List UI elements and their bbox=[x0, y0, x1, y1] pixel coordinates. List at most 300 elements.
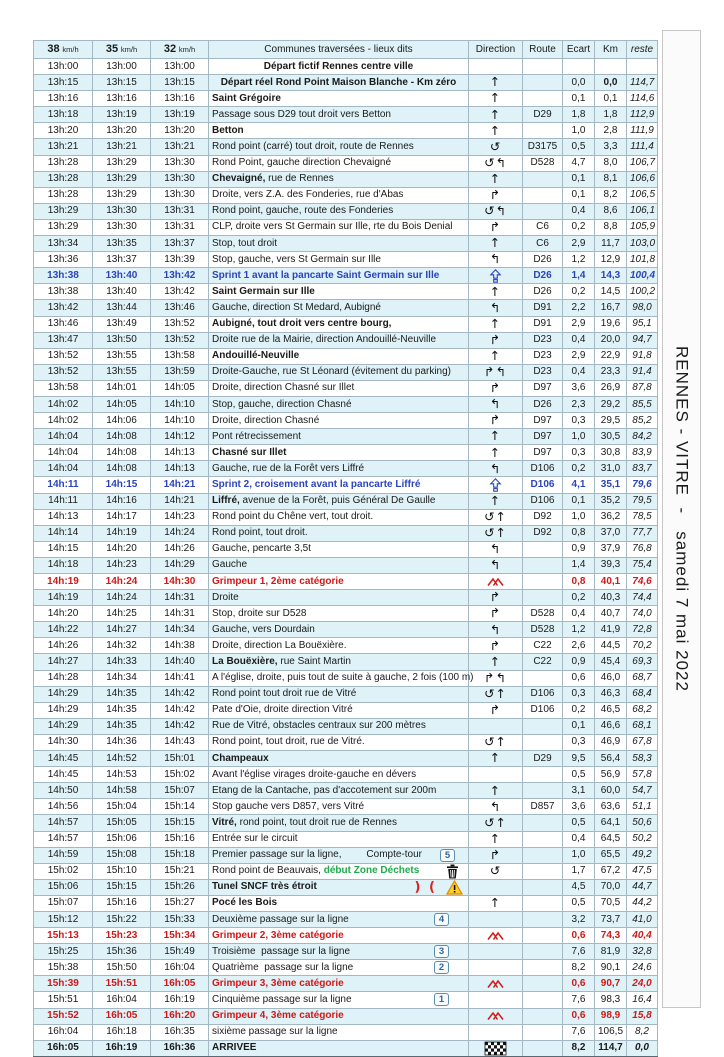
cumulative-km: 90,1 bbox=[595, 960, 627, 976]
description-text: Entrée sur le circuit bbox=[212, 833, 298, 845]
direction-cell bbox=[469, 91, 523, 107]
remaining-km: 74,6 bbox=[627, 574, 658, 590]
place-description bbox=[209, 702, 469, 718]
place-description bbox=[209, 831, 469, 847]
cumulative-km: 8,2 bbox=[595, 187, 627, 203]
remaining-km: 0,0 bbox=[627, 1040, 658, 1056]
cumulative-km: 8,1 bbox=[595, 171, 627, 187]
direction-cell bbox=[469, 960, 523, 976]
route-number: D106 bbox=[523, 702, 563, 718]
gap-km: 0,6 bbox=[563, 976, 595, 992]
description-text: Gauche, vers Dourdain bbox=[212, 623, 315, 635]
time-38kmh: 14h:45 bbox=[34, 751, 93, 767]
gap-km: 0,8 bbox=[563, 574, 595, 590]
place-description bbox=[209, 75, 469, 91]
direction-cell bbox=[469, 59, 523, 75]
description-text: Cinquième passage sur la ligne bbox=[212, 993, 352, 1005]
time-32kmh: 14h:23 bbox=[151, 509, 209, 525]
gap-km: 0,9 bbox=[563, 654, 595, 670]
time-38kmh: 14h:15 bbox=[34, 541, 93, 557]
remaining-km: 74,0 bbox=[627, 606, 658, 622]
time-38kmh: 14h:04 bbox=[34, 461, 93, 477]
table-row bbox=[34, 718, 658, 734]
time-32kmh: 14h:24 bbox=[151, 525, 209, 541]
route-number: C6 bbox=[523, 219, 563, 235]
time-35kmh: 14h:36 bbox=[93, 734, 151, 750]
remaining-km: 87,8 bbox=[627, 380, 658, 396]
time-32kmh: 13h:39 bbox=[151, 252, 209, 268]
description-text: A l'église, droite, puis tout de suite à gauche, 2 fois (100 m) bbox=[212, 672, 474, 684]
time-35kmh: 13h:49 bbox=[93, 316, 151, 332]
turn-left-icon: ↰ bbox=[489, 798, 502, 814]
table-row bbox=[34, 413, 658, 429]
route-number: C6 bbox=[523, 236, 563, 252]
description-text: Droite, direction La Bouëxière. bbox=[212, 639, 347, 651]
time-38kmh: 13h:34 bbox=[34, 236, 93, 252]
place-description bbox=[209, 638, 469, 654]
gap-km: 0,1 bbox=[563, 171, 595, 187]
table-row bbox=[34, 992, 658, 1008]
direction-cell bbox=[469, 783, 523, 799]
place-description bbox=[209, 348, 469, 364]
place-description bbox=[209, 316, 469, 332]
gap-km: 1,2 bbox=[563, 622, 595, 638]
route-number: D528 bbox=[523, 622, 563, 638]
description-text: Droite, direction Chasné sur Illet bbox=[212, 382, 355, 394]
route-number: D29 bbox=[523, 107, 563, 123]
cumulative-km: 1,8 bbox=[595, 107, 627, 123]
description-text: Betton bbox=[212, 124, 244, 136]
time-35kmh: 15h:06 bbox=[93, 831, 151, 847]
time-38kmh: 14h:22 bbox=[34, 622, 93, 638]
straight-icon: ↑ bbox=[489, 170, 502, 186]
place-description bbox=[209, 557, 469, 573]
cumulative-km: 37,9 bbox=[595, 541, 627, 557]
description-text: sixième passage sur la ligne bbox=[212, 1026, 338, 1038]
direction-cell bbox=[469, 509, 523, 525]
description-text: Grimpeur 3, 3ème catégorie bbox=[212, 977, 344, 989]
route-number: C22 bbox=[523, 638, 563, 654]
gap-km: 4,7 bbox=[563, 155, 595, 171]
table-row bbox=[34, 364, 658, 380]
cumulative-km: 41,9 bbox=[595, 622, 627, 638]
cumulative-km: 8,0 bbox=[595, 155, 627, 171]
table-row bbox=[34, 91, 658, 107]
cumulative-km: 40,3 bbox=[595, 590, 627, 606]
cumulative-km: 19,6 bbox=[595, 316, 627, 332]
place-description bbox=[209, 187, 469, 203]
description-text: Saint Grégoire bbox=[212, 92, 281, 104]
time-38kmh: 13h:16 bbox=[34, 91, 93, 107]
remaining-km: 112,9 bbox=[627, 107, 658, 123]
time-32kmh: 14h:10 bbox=[151, 396, 209, 412]
time-38kmh: 13h:15 bbox=[34, 75, 93, 91]
direction-cell bbox=[469, 461, 523, 477]
description-text: rond point, tout droit rue de Rennes bbox=[236, 816, 397, 828]
direction-cell bbox=[469, 606, 523, 622]
time-38kmh: 14h:19 bbox=[34, 574, 93, 590]
time-32kmh: 15h:26 bbox=[151, 879, 209, 895]
direction-cell bbox=[469, 219, 523, 235]
time-35kmh: 13h:55 bbox=[93, 348, 151, 364]
place-description bbox=[209, 155, 469, 171]
time-32kmh: 14h:42 bbox=[151, 718, 209, 734]
place-description bbox=[209, 139, 469, 155]
place-description bbox=[209, 284, 469, 300]
cumulative-km: 70,5 bbox=[595, 895, 627, 911]
time-35kmh: 15h:51 bbox=[93, 976, 151, 992]
remaining-km: 16,4 bbox=[627, 992, 658, 1008]
direction-cell bbox=[469, 396, 523, 412]
remaining-km: 111,9 bbox=[627, 123, 658, 139]
gap-km: 2,2 bbox=[563, 300, 595, 316]
turn-left-icon: ↰ bbox=[489, 460, 502, 476]
time-32kmh: 14h:30 bbox=[151, 574, 209, 590]
description-text: Chevaigné, bbox=[212, 173, 266, 185]
cumulative-km: 8,8 bbox=[595, 219, 627, 235]
place-description bbox=[209, 541, 469, 557]
remaining-km: 8,2 bbox=[627, 1024, 658, 1040]
description-text: Andouillé-Neuville bbox=[212, 350, 300, 362]
remaining-km: 105,9 bbox=[627, 219, 658, 235]
roundabout-icon: ↺ bbox=[489, 138, 502, 154]
direction-cell bbox=[469, 171, 523, 187]
time-38kmh: 13h:18 bbox=[34, 107, 93, 123]
cumulative-km: 11,7 bbox=[595, 236, 627, 252]
description-text: début Zone Déchets bbox=[323, 865, 420, 877]
table-row bbox=[34, 107, 658, 123]
direction-cell bbox=[469, 123, 523, 139]
col-header-t35: 35 km/h bbox=[93, 41, 151, 59]
table-row bbox=[34, 461, 658, 477]
remaining-km: 40,4 bbox=[627, 928, 658, 944]
time-35kmh: 13h:37 bbox=[93, 252, 151, 268]
direction-cell bbox=[469, 429, 523, 445]
time-35kmh: 13h:55 bbox=[93, 364, 151, 380]
gap-km: 3,2 bbox=[563, 911, 595, 927]
turn-right-icon: ↱ bbox=[489, 702, 502, 718]
roundabout-straight-icon: ↺↑ bbox=[484, 734, 507, 750]
remaining-km: 77,7 bbox=[627, 525, 658, 541]
gap-km: 1,8 bbox=[563, 107, 595, 123]
description-text: Droite, vers Z.A. des Fonderies, rue d'Abas bbox=[212, 189, 404, 201]
remaining-km: 57,8 bbox=[627, 767, 658, 783]
route-number: D106 bbox=[523, 461, 563, 477]
gap-km: 0,6 bbox=[563, 928, 595, 944]
route-number bbox=[523, 590, 563, 606]
route-number: D26 bbox=[523, 284, 563, 300]
route-number bbox=[523, 171, 563, 187]
time-35kmh: 13h:29 bbox=[93, 171, 151, 187]
table-row bbox=[34, 493, 658, 509]
time-35kmh: 14h:15 bbox=[93, 477, 151, 493]
cumulative-km: 22,9 bbox=[595, 348, 627, 364]
time-32kmh: 13h:59 bbox=[151, 364, 209, 380]
place-description bbox=[209, 1024, 469, 1040]
table-row bbox=[34, 557, 658, 573]
gap-km: 1,7 bbox=[563, 863, 595, 879]
table-row bbox=[34, 155, 658, 171]
straight-icon: ↑ bbox=[489, 315, 502, 331]
roundabout-left-icon: ↺↰ bbox=[484, 154, 507, 170]
route-number: D528 bbox=[523, 606, 563, 622]
table-row bbox=[34, 59, 658, 75]
time-38kmh: 13h:28 bbox=[34, 187, 93, 203]
lap-count-badge: 5 bbox=[440, 849, 455, 862]
gap-km: 7,6 bbox=[563, 992, 595, 1008]
remaining-km: 100,2 bbox=[627, 284, 658, 300]
place-description bbox=[209, 236, 469, 252]
route-number: D106 bbox=[523, 686, 563, 702]
table-row bbox=[34, 332, 658, 348]
gap-km: 0,2 bbox=[563, 702, 595, 718]
remaining-km: 47,5 bbox=[627, 863, 658, 879]
time-35kmh: 15h:22 bbox=[93, 911, 151, 927]
description-text: Rond point (carré) tout droit, route de Rennes bbox=[212, 141, 414, 153]
time-35kmh: 14h:19 bbox=[93, 525, 151, 541]
direction-cell bbox=[469, 879, 523, 895]
remaining-km: 103,0 bbox=[627, 236, 658, 252]
straight-icon: ↑ bbox=[489, 106, 502, 122]
time-35kmh: 14h:17 bbox=[93, 509, 151, 525]
cumulative-km: 26,9 bbox=[595, 380, 627, 396]
remaining-km: 68,7 bbox=[627, 670, 658, 686]
gap-km: 1,0 bbox=[563, 509, 595, 525]
remaining-km: 50,6 bbox=[627, 815, 658, 831]
table-row bbox=[34, 638, 658, 654]
gap-km: 0,6 bbox=[563, 1008, 595, 1024]
gap-km: 0,5 bbox=[563, 815, 595, 831]
remaining-km: 84,2 bbox=[627, 429, 658, 445]
time-35kmh: 14h:23 bbox=[93, 557, 151, 573]
time-32kmh: 14h:29 bbox=[151, 557, 209, 573]
gap-km: 8,2 bbox=[563, 960, 595, 976]
roundabout-straight-icon: ↺↑ bbox=[484, 814, 507, 830]
description-text: Pont rétrecissement bbox=[212, 430, 301, 442]
gap-km: 2,9 bbox=[563, 236, 595, 252]
route-number: D23 bbox=[523, 348, 563, 364]
route-number: D26 bbox=[523, 252, 563, 268]
table-row bbox=[34, 928, 658, 944]
description-text: Liffré, bbox=[212, 495, 240, 507]
direction-cell bbox=[469, 557, 523, 573]
time-32kmh: 16h:04 bbox=[151, 960, 209, 976]
direction-cell bbox=[469, 992, 523, 1008]
direction-cell bbox=[469, 847, 523, 863]
cumulative-km: 40,7 bbox=[595, 606, 627, 622]
direction-cell bbox=[469, 831, 523, 847]
race-title: RENNES - VITRE - samedi 7 mai 2022 bbox=[672, 346, 692, 692]
direction-cell bbox=[469, 493, 523, 509]
time-35kmh: 14h:27 bbox=[93, 622, 151, 638]
turn-right-icon: ↱ bbox=[489, 331, 502, 347]
route-number: D23 bbox=[523, 364, 563, 380]
direction-cell bbox=[469, 139, 523, 155]
place-description bbox=[209, 928, 469, 944]
description-text: Départ fictif Rennes centre ville bbox=[263, 60, 414, 72]
col-header-route: Route bbox=[523, 41, 563, 59]
gap-km: 0,4 bbox=[563, 203, 595, 219]
description-text: Stop, droite sur D528 bbox=[212, 607, 307, 619]
remaining-km: 32,8 bbox=[627, 944, 658, 960]
straight-icon: ↑ bbox=[489, 90, 502, 106]
time-38kmh: 14h:02 bbox=[34, 396, 93, 412]
turn-left-icon: ↰ bbox=[489, 621, 502, 637]
direction-cell bbox=[469, 541, 523, 557]
description-text: Rond point, tout droit. bbox=[212, 527, 308, 539]
gap-km: 0,2 bbox=[563, 284, 595, 300]
table-row bbox=[34, 654, 658, 670]
table-row bbox=[34, 702, 658, 718]
remaining-km: 76,8 bbox=[627, 541, 658, 557]
gap-km: 0,4 bbox=[563, 332, 595, 348]
cumulative-km: 40,1 bbox=[595, 574, 627, 590]
route-number bbox=[523, 1040, 563, 1056]
cumulative-km: 16,7 bbox=[595, 300, 627, 316]
time-38kmh: 13h:47 bbox=[34, 332, 93, 348]
direction-cell bbox=[469, 445, 523, 461]
time-35kmh: 14h:24 bbox=[93, 590, 151, 606]
cumulative-km: 31,0 bbox=[595, 461, 627, 477]
gap-km: 2,6 bbox=[563, 638, 595, 654]
route-number: D92 bbox=[523, 525, 563, 541]
cumulative-km: 44,5 bbox=[595, 638, 627, 654]
time-35kmh: 14h:35 bbox=[93, 686, 151, 702]
place-description bbox=[209, 799, 469, 815]
remaining-km: 106,6 bbox=[627, 171, 658, 187]
turn-right-icon: ↱ bbox=[489, 412, 502, 428]
place-description bbox=[209, 1008, 469, 1024]
direction-cell bbox=[469, 284, 523, 300]
table-row bbox=[34, 783, 658, 799]
direction-cell bbox=[469, 300, 523, 316]
table-row bbox=[34, 429, 658, 445]
direction-cell bbox=[469, 348, 523, 364]
description-text: rue de Rennes bbox=[265, 173, 334, 185]
place-description bbox=[209, 525, 469, 541]
col-header-t32: 32 km/h bbox=[151, 41, 209, 59]
roundabout-straight-icon: ↺↑ bbox=[484, 508, 507, 524]
time-38kmh: 14h:28 bbox=[34, 670, 93, 686]
roundabout-straight-icon: ↺↑ bbox=[484, 525, 507, 541]
description-text: Gauche, direction St Medard, Aubigné bbox=[212, 301, 381, 313]
gap-km: 7,6 bbox=[563, 1024, 595, 1040]
remaining-km: 106,5 bbox=[627, 187, 658, 203]
description-text: Grimpeur 4, 3ème catégorie bbox=[212, 1010, 344, 1022]
route-number: D91 bbox=[523, 300, 563, 316]
gap-km: 3,1 bbox=[563, 783, 595, 799]
time-35kmh: 13h:35 bbox=[93, 236, 151, 252]
gap-km bbox=[563, 59, 595, 75]
remaining-km: 58,3 bbox=[627, 751, 658, 767]
table-row bbox=[34, 139, 658, 155]
place-description bbox=[209, 219, 469, 235]
time-35kmh: 14h:08 bbox=[93, 461, 151, 477]
description-text: Départ réel Rond Point Maison Blanche - Km zéro bbox=[220, 76, 457, 88]
place-description bbox=[209, 171, 469, 187]
description-text: Rond point tout droit rue de Vitré bbox=[212, 688, 357, 700]
time-38kmh: 15h:12 bbox=[34, 911, 93, 927]
cumulative-km: 56,4 bbox=[595, 751, 627, 767]
time-38kmh: 14h:45 bbox=[34, 767, 93, 783]
time-32kmh: 13h:52 bbox=[151, 332, 209, 348]
place-description bbox=[209, 606, 469, 622]
time-35kmh: 14h:05 bbox=[93, 396, 151, 412]
description-text: Champeaux bbox=[212, 752, 269, 764]
direction-cell bbox=[469, 155, 523, 171]
time-38kmh: 14h:29 bbox=[34, 718, 93, 734]
table-row bbox=[34, 187, 658, 203]
remaining-km: 106,7 bbox=[627, 155, 658, 171]
route-number bbox=[523, 815, 563, 831]
place-description bbox=[209, 847, 469, 863]
turn-right-icon: ↱ bbox=[489, 589, 502, 605]
straight-icon: ↑ bbox=[489, 428, 502, 444]
remaining-km bbox=[627, 59, 658, 75]
gap-km: 9,5 bbox=[563, 751, 595, 767]
time-38kmh: 13h:20 bbox=[34, 123, 93, 139]
roundabout-straight-icon: ↺↑ bbox=[484, 685, 507, 701]
time-35kmh: 15h:23 bbox=[93, 928, 151, 944]
place-description bbox=[209, 992, 469, 1008]
straight-icon: ↑ bbox=[489, 122, 502, 138]
turn-left-icon: ↰ bbox=[489, 557, 502, 573]
time-35kmh: 14h:25 bbox=[93, 606, 151, 622]
col-header-desc: Communes traversées - lieux dits bbox=[209, 41, 469, 59]
route-number bbox=[523, 1008, 563, 1024]
place-description bbox=[209, 123, 469, 139]
route-number: D97 bbox=[523, 429, 563, 445]
time-32kmh: 13h:42 bbox=[151, 284, 209, 300]
place-description bbox=[209, 300, 469, 316]
description-text: Rue de Vitré, obstacles centraux sur 200 mètres bbox=[212, 720, 426, 732]
route-number: D106 bbox=[523, 477, 563, 493]
col-header-dir: Direction bbox=[469, 41, 523, 59]
time-35kmh: 14h:35 bbox=[93, 702, 151, 718]
gap-km: 0,2 bbox=[563, 461, 595, 477]
time-35kmh: 16h:05 bbox=[93, 1008, 151, 1024]
lap-count-badge: 3 bbox=[434, 945, 449, 958]
direction-cell bbox=[469, 236, 523, 252]
cumulative-km: 81,9 bbox=[595, 944, 627, 960]
description-text: Gauche bbox=[212, 559, 248, 571]
place-description bbox=[209, 734, 469, 750]
direction-cell bbox=[469, 928, 523, 944]
remaining-km: 91,8 bbox=[627, 348, 658, 364]
cumulative-km: 35,1 bbox=[595, 477, 627, 493]
route-number bbox=[523, 928, 563, 944]
table-row bbox=[34, 1008, 658, 1024]
description-text: Tunel SNCF très étroit bbox=[212, 881, 317, 893]
cumulative-km: 35,2 bbox=[595, 493, 627, 509]
straight-icon: ↑ bbox=[489, 444, 502, 460]
time-38kmh: 16h:04 bbox=[34, 1024, 93, 1040]
cumulative-km: 90,7 bbox=[595, 976, 627, 992]
place-description bbox=[209, 815, 469, 831]
direction-cell bbox=[469, 316, 523, 332]
direction-cell bbox=[469, 638, 523, 654]
direction-cell bbox=[469, 751, 523, 767]
time-32kmh: 16h:19 bbox=[151, 992, 209, 1008]
description-text: Droite bbox=[212, 591, 239, 603]
description-text: Gauche, pencarte 3,5t bbox=[212, 543, 311, 555]
turn-right-icon: ↱ bbox=[489, 637, 502, 653]
table-row bbox=[34, 686, 658, 702]
route-number bbox=[523, 847, 563, 863]
description-text: Rond Point, gauche direction Chevaigné bbox=[212, 157, 392, 169]
route-number: D91 bbox=[523, 316, 563, 332]
time-35kmh: 14h:53 bbox=[93, 767, 151, 783]
